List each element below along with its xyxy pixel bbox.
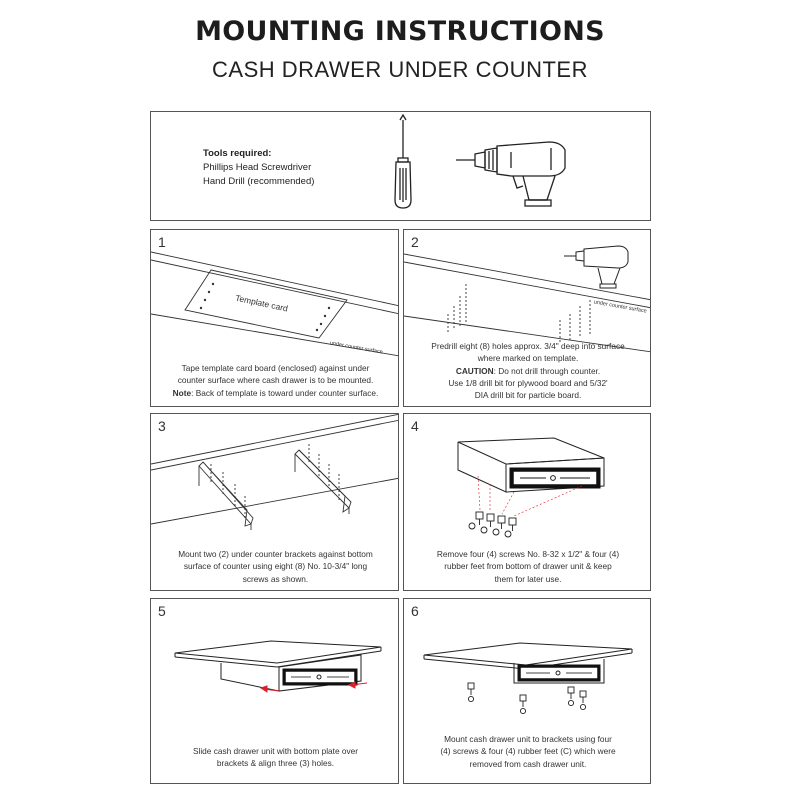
tools-heading: Tools required: <box>203 148 272 159</box>
step-caption: Slide cash drawer unit with bottom plate over brackets & align three (3) holes. <box>192 746 359 769</box>
step-number: 1 <box>158 234 166 250</box>
step-number: 3 <box>158 418 166 434</box>
surface-label: under counter surface <box>329 340 384 356</box>
step-caption: Tape template card board (enclosed) against under counter surface where cash drawer is to be mounted. Note: Back of template is toward under counter surface. <box>172 363 379 398</box>
screws-and-feet <box>468 683 586 714</box>
step-number: 2 <box>411 234 419 250</box>
step-number: 5 <box>158 603 166 619</box>
step-3-panel <box>150 413 399 591</box>
screws-and-feet <box>469 512 516 537</box>
hand-drill-icon <box>564 246 628 288</box>
drawer-top <box>458 438 604 464</box>
step-5-panel <box>150 598 399 784</box>
step-caption: Predrill eight (8) holes approx. 3/4" deep into surface where marked on template. CAUTION: Do not drill through counter. Use 1/8 drill bit for plywood board and 5/32' DIA drill bit for particle board. <box>431 341 625 401</box>
step-caption: Remove four (4) screws No. 8-32 x 1/2" & four (4) rubber feet from bottom of drawer unit & keep them for later use. <box>436 549 620 584</box>
tool-item: Hand Drill (recommended) <box>203 176 315 187</box>
tools-illustration <box>151 112 651 221</box>
step-caption: Mount two (2) under counter brackets against bottom surface of counter using eight (8) No. 10-3/4" long screws as shown. <box>178 549 373 584</box>
drawer-side <box>221 663 279 691</box>
step-6-panel <box>403 598 651 784</box>
bracket-right <box>295 450 351 508</box>
tools-panel <box>150 111 651 221</box>
hand-drill-icon <box>456 142 565 206</box>
tool-item: Phillips Head Screwdriver <box>203 162 312 173</box>
page-title: MOUNTING INSTRUCTIONS <box>195 16 605 47</box>
surface-label: under counter surface <box>593 299 648 315</box>
step-4-panel <box>403 413 651 591</box>
bracket-left <box>199 462 253 524</box>
template-card-label: Template card <box>234 292 289 314</box>
step-2-panel <box>403 229 651 407</box>
page-subtitle: CASH DRAWER UNDER COUNTER <box>212 57 588 82</box>
screwdriver-icon <box>395 115 411 208</box>
step-number: 6 <box>411 603 419 619</box>
step-caption: Mount cash drawer unit to brackets using four (4) screws & four (4) rubber feet (C) which were removed from cash drawer unit. <box>440 734 616 769</box>
step-1-panel <box>150 229 399 407</box>
step-number: 4 <box>411 418 419 434</box>
